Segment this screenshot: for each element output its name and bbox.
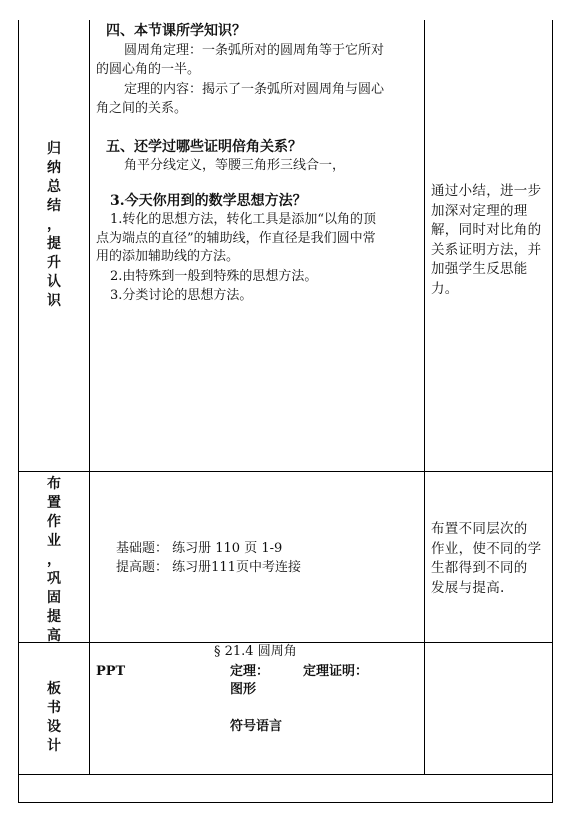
theorem-text-line1: 圆周角定理：一条弧所对的圆周角等于它所对 [124, 43, 385, 58]
table-divider-note [424, 20, 425, 774]
table-divider-label [89, 20, 90, 774]
row-divider-3 [18, 774, 553, 775]
board-heading: § 21.4 圆周角 [214, 644, 297, 659]
method-3: 3.分类讨论的思想方法。 [110, 288, 253, 303]
theorem-text-line2: 的圆心角的一半。 [96, 62, 201, 77]
content-text-line2: 角之间的关系。 [96, 101, 188, 116]
board-symbol-language: 符号语言 [230, 719, 283, 734]
method-1-line1: 1.转化的思想方法，转化工具是添加“以角的顶 [110, 212, 377, 227]
note-homework: 布置不同层次的 作业，使不同的学 生都得到不同的 发展与提高. [431, 521, 542, 596]
row-divider-1 [18, 471, 553, 472]
section-title-double-angle: 五、还学过哪些证明倍角关系？ [106, 139, 302, 155]
section-title-knowledge: 四、本节课所学知识？ [106, 23, 246, 39]
homework-basic: 基础题： 练习册 110 页 1-9 [116, 541, 283, 556]
method-2: 2.由特殊到一般到特殊的思想方法。 [110, 269, 318, 284]
row-label-board-design: 板 书 设 计 [47, 681, 61, 754]
note-summary: 通过小结，进一步 加深对定理的理 解，同时对比角的 关系证明方法，并 加强学生反思能 力。 [431, 183, 542, 297]
table-border-right [552, 20, 553, 802]
section-title-methods: 3.今天你用到的数学思想方法？ [110, 193, 307, 209]
content-text-line1: 定理的内容：揭示了一条弧所对圆周角与圆心 [124, 82, 385, 97]
method-1-line3: 用的添加辅助线的方法。 [96, 249, 240, 264]
homework-advanced: 提高题： 练习册111页中考连接 [116, 560, 301, 575]
row-label-homework: 布 置 作 业 ， 巩 固 提 高 [47, 476, 61, 644]
double-angle-text: 角平分线定义，等腰三角形三线合一， [124, 158, 346, 173]
method-1-line2: 点为端点的直径”的辅助线，作直径是我们圆中常 [96, 231, 376, 246]
board-theorem: 定理： [230, 664, 270, 679]
board-ppt: PPT [96, 664, 126, 679]
board-figure: 图形 [230, 682, 257, 697]
row-label-summary: 归 纳 总 结 ， 提 升 认 识 [47, 141, 61, 309]
table-border-bottom [18, 802, 553, 803]
board-proof: 定理证明： [303, 664, 369, 679]
table-border-left [18, 20, 19, 802]
